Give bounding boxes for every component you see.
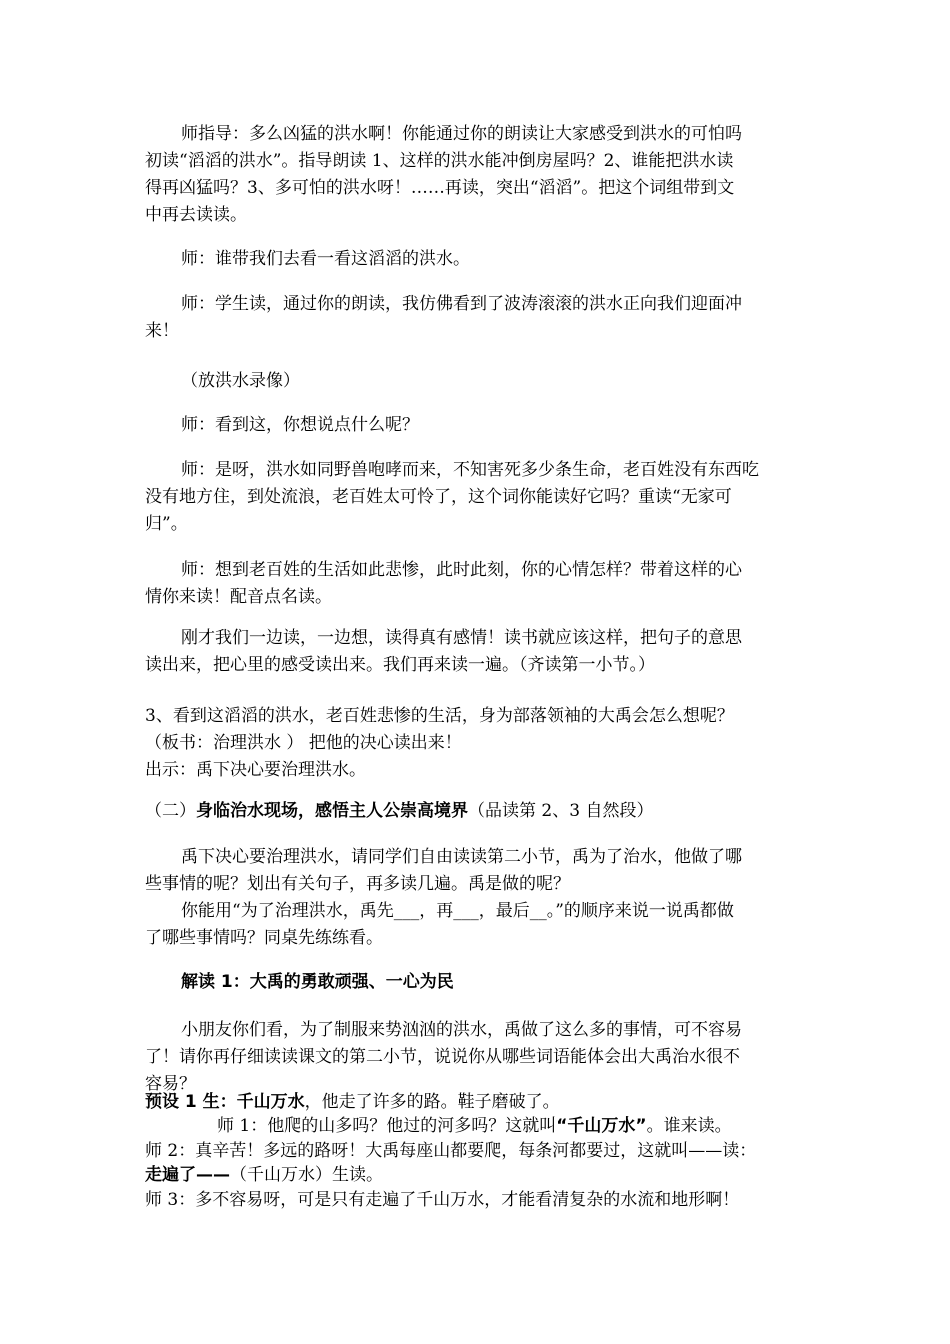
paragraph-yu-decision [145,703,810,784]
text-line: 些事情的呢？划出有关句子，再多读几遍。禹是做的呢？ [145,874,570,894]
paragraph-student-reads [145,291,810,345]
paragraph-sequence-practice [145,898,810,952]
text-line: 师指导：多么凶猛的洪水啊！你能通过你的朗读让大家感受到洪水的可怕吗 [181,124,742,144]
teacher-1-keyword: “千山万水” [556,1116,647,1136]
text-line: 你能用“为了治理洪水，禹先___，再___，最后__。”的顺序来说一说禹都做 [181,901,734,921]
text-line: 得再凶猛吗？3、多可怕的洪水呀！……再读，突出“滔滔”。把这个词组带到文 [145,178,735,198]
paragraph-teacher-guidance [145,121,810,229]
text-line: 了！请你再仔细读读课文的第二小节，说说你从哪些词语能体会出大禹治水很不 [145,1047,740,1067]
text-line: 没有地方住，到处流浪，老百姓太可怜了，这个词你能读好它吗？重读“无家可 [145,487,732,507]
text-line: 3、看到这滔滔的洪水，老百姓悲惨的生活，身为部落领袖的大禹会怎么想呢？ [145,706,734,726]
teacher-2-rest: （千山万水）生读。 [230,1165,383,1185]
section-title: 身临治水现场，感悟主人公崇高境界 [196,801,468,821]
paragraph-flood-video: （放洪水录像） [181,371,300,391]
section-prefix: （二） [145,801,196,821]
text-line: 归”。 [145,514,188,534]
section-suffix: （品读第 2、3 自然段） [468,801,654,821]
preset-rest: ，他走了许多的路。鞋子磨破了。 [304,1092,560,1112]
text-line: 来！ [145,321,179,341]
text-line: 中再去读读。 [145,205,247,225]
text-line: 禹下决心要治理洪水，请同学们自由读读第二小节，禹为了治水，他做了哪 [181,847,742,867]
text-line: 容易？ [145,1074,196,1094]
paragraph-homeless [145,457,810,538]
text-line: 刚才我们一边读，一边想，读得真有感情！读书就应该这样，把句子的意思 [181,628,742,648]
paragraph-what-to-say: 师：看到这，你想说点什么呢？ [181,415,419,435]
text-line: 小朋友你们看，为了制服来势汹汹的洪水，禹做了这么多的事情，可不容易 [181,1020,742,1040]
teacher-line-2: 师 2：真辛苦！多远的路呀！大禹每座山都要爬，每条河都要过，这就叫——读： [145,1141,757,1161]
preset-label: 预设 1 生： [145,1092,237,1112]
preset-keyword: 千山万水 [236,1092,305,1112]
text-line: 读出来，把心里的感受读出来。我们再来读一遍。（齐读第一小节。） [145,655,655,675]
paragraph-who-leads: 师：谁带我们去看一看这滔滔的洪水。 [181,249,470,269]
teacher-1-end: 。谁来读。 [646,1116,732,1136]
teacher-1-text: 师 1：他爬的山多吗？他过的河多吗？这就叫 [217,1116,557,1136]
text-line: 师：想到老百姓的生活如此悲惨，此时此刻，你的心情怎样？带着这样的心 [181,560,742,580]
teacher-line-2-continued [145,1162,810,1189]
paragraph-free-reading [145,844,810,898]
text-line: 师：是呀，洪水如同野兽咆哮而来，不知害死多少条生命，老百姓没有东西吃 [181,460,759,480]
teacher-2-keyword: 走遍了—— [145,1165,230,1185]
teacher-line-1 [217,1113,882,1140]
text-line: （板书：治理洪水 ） 把他的决心读出来！ [145,733,462,753]
teacher-line-3: 师 3：多不容易呀，可是只有走遍了千山万水，才能看清复杂的水流和地形啊！ [145,1190,740,1210]
text-line: 了哪些事情吗？同桌先练练看。 [145,928,383,948]
text-line: 情你来读！配音点名读。 [145,587,332,607]
section-heading-2 [145,798,810,825]
subheading-interpretation-1: 解读 1：大禹的勇敢顽强、一心为民 [181,972,454,992]
text-line: 初读“滔滔的洪水”。指导朗读 1、这样的洪水能冲倒房屋吗？2、谁能把洪水读 [145,151,734,171]
paragraph-not-easy [145,1017,810,1098]
paragraph-read-with-feeling [145,625,810,679]
text-line: 师：学生读，通过你的朗读，我仿佛看到了波涛滚滚的洪水正向我们迎面冲 [181,294,742,314]
text-line: 出示：禹下决心要治理洪水。 [145,760,366,780]
paragraph-feelings [145,557,810,611]
preset-answer [145,1089,810,1116]
